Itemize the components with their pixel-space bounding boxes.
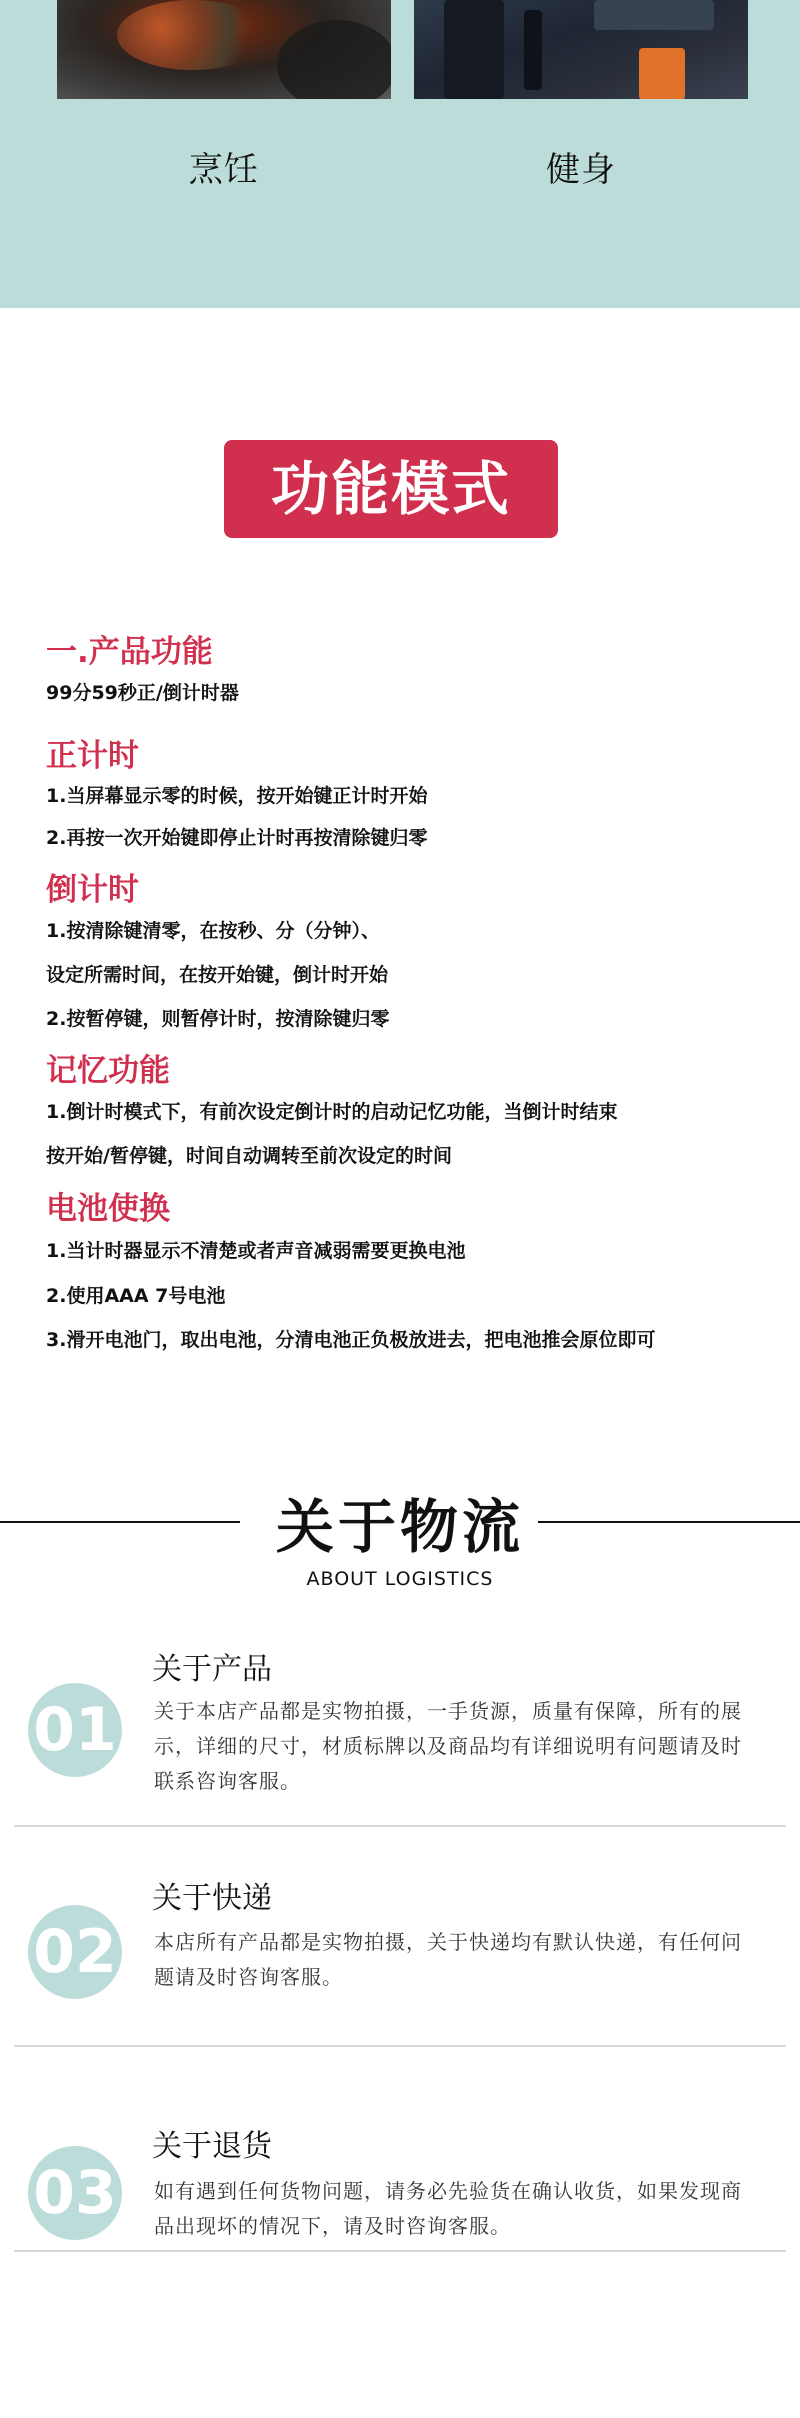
separator bbox=[14, 1825, 786, 1827]
section-line: 2.再按一次开始键即停止计时再按清除键归零 bbox=[46, 827, 428, 849]
section-title-countdown: 倒计时 bbox=[46, 872, 139, 908]
section-title-product-function: 一.产品功能 bbox=[46, 634, 213, 670]
section-line: 2.按暂停键，则暂停计时，按清除键归零 bbox=[46, 1008, 390, 1030]
section-line: 按开始/暂停键，时间自动调转至前次设定的时间 bbox=[46, 1145, 452, 1167]
number-badge-03: 03 bbox=[28, 2146, 122, 2240]
logistics-subtitle: ABOUT LOGISTICS bbox=[306, 1568, 494, 1590]
section-line: 1.倒计时模式下，有前次设定倒计时的启动记忆功能，当倒计时结束 bbox=[46, 1101, 618, 1123]
logistics-title: 关于物流 bbox=[275, 1493, 524, 1561]
section-line: 2.使用AAA 7号电池 bbox=[46, 1285, 226, 1307]
item-text-product: 关于本店产品都是实物拍摄，一手货源，质量有保障，所有的展示，详细的尺寸，材质标牌以及商品均有详细说明有问题请及时联系咨询客服。 bbox=[154, 1699, 742, 1793]
section-line: 3.滑开电池门，取出电池，分清电池正负极放进去，把电池推会原位即可 bbox=[46, 1329, 656, 1351]
section-title-memory: 记忆功能 bbox=[46, 1053, 170, 1089]
fitness-photo bbox=[414, 0, 748, 99]
separator bbox=[14, 2250, 786, 2252]
cooking-photo bbox=[57, 0, 391, 99]
caption-fitness: 健身 bbox=[546, 150, 616, 190]
section-title-count-up: 正计时 bbox=[46, 738, 139, 774]
function-mode-badge: 功能模式 bbox=[224, 440, 558, 538]
caption-cooking: 烹饪 bbox=[189, 150, 259, 190]
section-line: 99分59秒正/倒计时器 bbox=[46, 682, 239, 704]
top-banner bbox=[0, 0, 800, 308]
section-line: 1.当计时器显示不清楚或者声音减弱需要更换电池 bbox=[46, 1240, 466, 1262]
item-title-product: 关于产品 bbox=[152, 1652, 272, 1687]
section-line: 1.当屏幕显示零的时候，按开始键正计时开始 bbox=[46, 785, 428, 807]
section-line: 1.按清除键清零，在按秒、分（分钟）、 bbox=[46, 920, 380, 942]
number-badge-02: 02 bbox=[28, 1905, 122, 1999]
item-title-returns: 关于退货 bbox=[152, 2129, 272, 2164]
item-text-returns: 如有遇到任何货物问题，请务必先验货在确认收货，如果发现商品出现坏的情况下，请及时咨询客服。 bbox=[154, 2179, 742, 2238]
number-badge-01: 01 bbox=[28, 1683, 122, 1777]
section-title-battery: 电池使换 bbox=[46, 1191, 170, 1227]
item-text-express: 本店所有产品都是实物拍摄，关于快递均有默认快递，有任何问题请及时咨询客服。 bbox=[154, 1930, 742, 1989]
separator bbox=[14, 2045, 786, 2047]
item-title-express: 关于快递 bbox=[152, 1881, 272, 1916]
section-line: 设定所需时间，在按开始键，倒计时开始 bbox=[46, 964, 389, 986]
